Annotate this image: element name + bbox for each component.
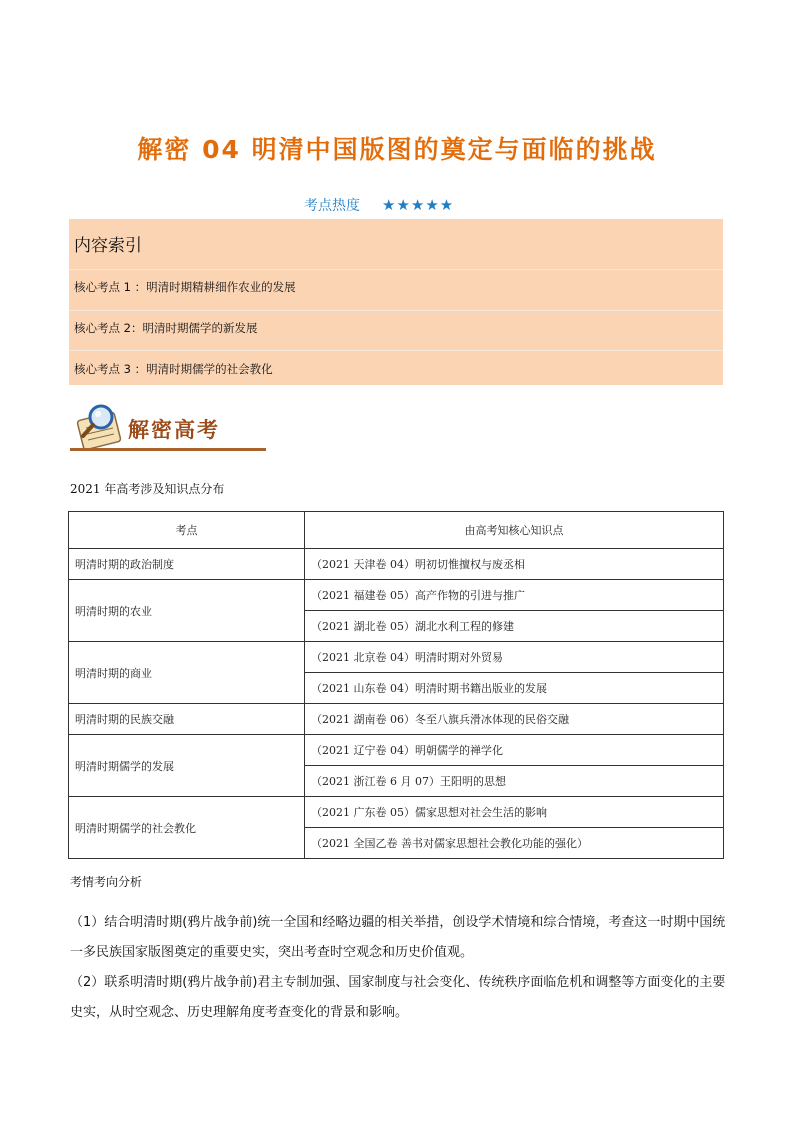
point-cell: （2021 湖北卷 05）湖北水利工程的修建 xyxy=(305,611,724,642)
index-item: 核心考点 1 ：明清时期精耕细作农业的发展 xyxy=(74,280,296,294)
point-cell: （2021 浙江卷 6 月 07）王阳明的思想 xyxy=(305,766,724,797)
topic-cell: 明清时期的民族交融 xyxy=(69,704,305,735)
index-item: 核心考点 2：明清时期儒学的新发展 xyxy=(74,321,258,335)
topic-cell: 明清时期儒学的发展 xyxy=(69,735,305,797)
point-cell: （2021 广东卷 05）儒家思想对社会生活的影响 xyxy=(305,797,724,828)
analysis-paragraph: （2）联系明清时期(鸦片战争前)君主专制加强、国家制度与社会变化、传统秩序面临危机和调整等方面变化的主要史实，从时空观念、历史理解角度考查变化的背景和影响。 xyxy=(70,975,726,1020)
table-row xyxy=(69,549,724,580)
table-row xyxy=(69,704,724,735)
point-cell: （2021 辽宁卷 04）明朝儒学的禅学化 xyxy=(305,735,724,766)
heat-label: 考点热度 xyxy=(304,198,360,214)
distribution-label: 2021 年高考涉及知识点分布 xyxy=(70,482,225,496)
point-cell: （2021 福建卷 05）高产作物的引进与推广 xyxy=(305,580,724,611)
divider xyxy=(69,310,723,311)
magnifier-icon xyxy=(74,402,128,452)
table-row xyxy=(69,580,724,611)
knowledge-table xyxy=(68,511,724,859)
analysis-paragraph: （1）结合明清时期(鸦片战争前)统一全国和经略边疆的相关举措，创设学术情境和综合情境，考查这一时期中国统一多民族国家版图奠定的重要史实，突出考查时空观念和历史价值观。 xyxy=(70,915,726,960)
index-item: 核心考点 3 ：明清时期儒学的社会教化 xyxy=(74,362,273,376)
topic-cell: 明清时期的农业 xyxy=(69,580,305,642)
content-index xyxy=(69,219,723,385)
analysis-title: 考情考向分析 xyxy=(70,875,143,889)
point-cell: （2021 全国乙卷 善书对儒家思想社会教化功能的强化） xyxy=(305,828,724,859)
table-row xyxy=(69,642,724,673)
table-header: 由高考知核心知识点 xyxy=(305,512,724,549)
point-cell: （2021 山东卷 04）明清时期书籍出版业的发展 xyxy=(305,673,724,704)
section-banner xyxy=(74,402,270,454)
index-title: 内容索引 xyxy=(74,236,142,256)
point-cell: （2021 湖南卷 06）冬至八旗兵滑冰体现的民俗交融 xyxy=(305,704,724,735)
exam-heat xyxy=(304,195,454,215)
banner-title: 解密高考 xyxy=(128,418,220,442)
table-header-row xyxy=(69,512,724,549)
heat-stars: ★★★★★ xyxy=(382,196,455,214)
table-row xyxy=(69,797,724,828)
table-row xyxy=(69,735,724,766)
topic-cell: 明清时期儒学的社会教化 xyxy=(69,797,305,859)
page-title: 解密 04 明清中国版图的奠定与面临的挑战 xyxy=(137,135,657,164)
divider xyxy=(69,269,723,270)
topic-cell: 明清时期的商业 xyxy=(69,642,305,704)
point-cell: （2021 北京卷 04）明清时期对外贸易 xyxy=(305,642,724,673)
banner-underline xyxy=(70,448,266,451)
divider xyxy=(69,350,723,351)
point-cell: （2021 天津卷 04）明初切惟擅权与废丞相 xyxy=(305,549,724,580)
topic-cell: 明清时期的政治制度 xyxy=(69,549,305,580)
table-header: 考点 xyxy=(69,512,305,549)
